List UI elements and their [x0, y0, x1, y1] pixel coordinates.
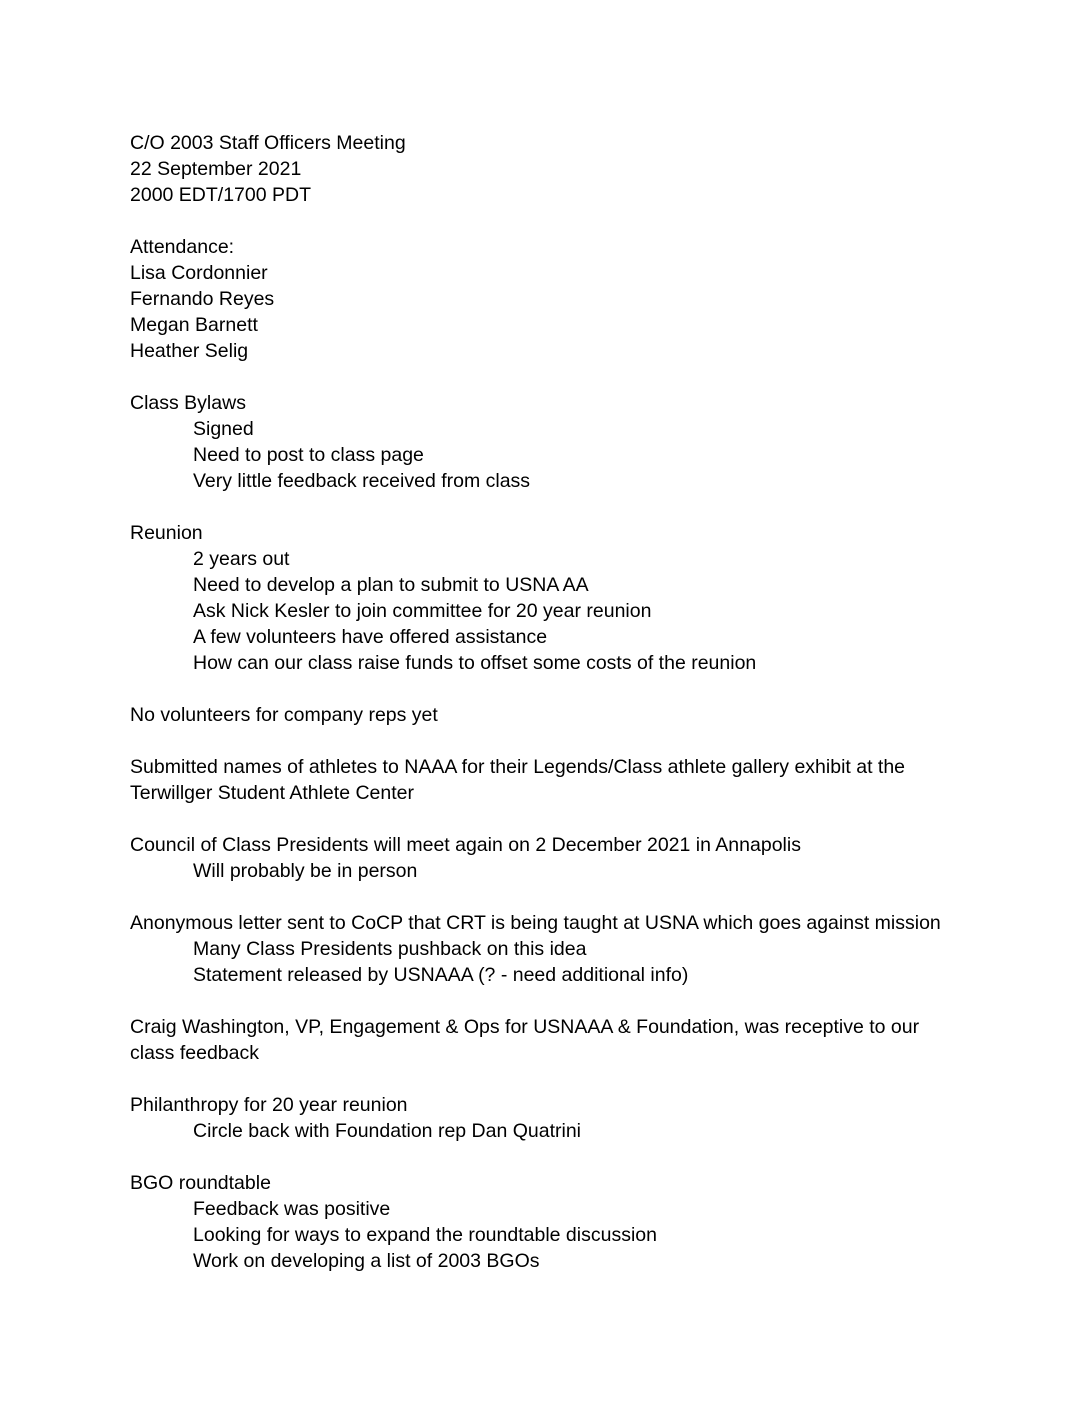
attendee-name: Heather Selig: [130, 340, 249, 362]
anonymous-letter-heading: Anonymous letter sent to CoCP that CRT is being taught at USNA which goes against mission: [130, 912, 941, 934]
reunion-heading: Reunion: [130, 522, 203, 544]
section-company-reps: [130, 702, 958, 728]
bgo-roundtable-heading: BGO roundtable: [130, 1172, 271, 1194]
reunion-item: How can our class raise funds to offset some costs of the reunion: [193, 652, 757, 674]
section-bgo-roundtable: [130, 1170, 958, 1274]
attendee-name: Lisa Cordonnier: [130, 262, 268, 284]
class-bylaws-item: Very little feedback received from class: [193, 470, 531, 492]
meeting-minutes: [130, 130, 958, 1274]
class-bylaws-item: Need to post to class page: [193, 444, 424, 466]
bgo-roundtable-item: Feedback was positive: [193, 1198, 391, 1220]
section-class-bylaws: [130, 390, 958, 494]
reunion-item: Need to develop a plan to submit to USNA AA: [193, 574, 589, 596]
council-heading: Council of Class Presidents will meet again on 2 December 2021 in Annapolis: [130, 834, 801, 856]
craig-washington-note: Craig Washington, VP, Engagement & Ops for USNAAA & Foundation, was receptive to our class feedback: [130, 1016, 920, 1064]
section-craig-washington: [130, 1014, 958, 1066]
reunion-item: 2 years out: [193, 548, 290, 570]
council-item: Will probably be in person: [193, 860, 418, 882]
class-bylaws-item: Signed: [193, 418, 254, 440]
company-reps-note: No volunteers for company reps yet: [130, 704, 438, 726]
reunion-item: A few volunteers have offered assistance: [193, 626, 548, 648]
attendance-block: [130, 234, 958, 364]
section-council: [130, 832, 958, 884]
attendee-name: Fernando Reyes: [130, 288, 275, 310]
attendance-label: Attendance:: [130, 236, 235, 258]
section-reunion: [130, 520, 958, 676]
class-bylaws-heading: Class Bylaws: [130, 392, 246, 414]
header-block: [130, 130, 958, 208]
philanthropy-heading: Philanthropy for 20 year reunion: [130, 1094, 408, 1116]
reunion-item: Ask Nick Kesler to join committee for 20 year reunion: [193, 600, 652, 622]
athletes-note: Submitted names of athletes to NAAA for their Legends/Class athlete gallery exhibit at the Terwillger Student Athlete Center: [130, 756, 906, 804]
meeting-title: C/O 2003 Staff Officers Meeting: [130, 132, 406, 154]
attendee-name: Megan Barnett: [130, 314, 258, 336]
anonymous-letter-item: Many Class Presidents pushback on this idea: [193, 938, 587, 960]
section-philanthropy: [130, 1092, 958, 1144]
philanthropy-item: Circle back with Foundation rep Dan Quatrini: [193, 1120, 582, 1142]
section-anonymous-letter: [130, 910, 958, 988]
section-athletes: [130, 754, 958, 806]
bgo-roundtable-item: Looking for ways to expand the roundtable discussion: [193, 1224, 657, 1246]
meeting-time: 2000 EDT/1700 PDT: [130, 184, 312, 206]
bgo-roundtable-item: Work on developing a list of 2003 BGOs: [193, 1250, 540, 1272]
anonymous-letter-item: Statement released by USNAAA (? - need additional info): [193, 964, 689, 986]
meeting-date: 22 September 2021: [130, 158, 302, 180]
